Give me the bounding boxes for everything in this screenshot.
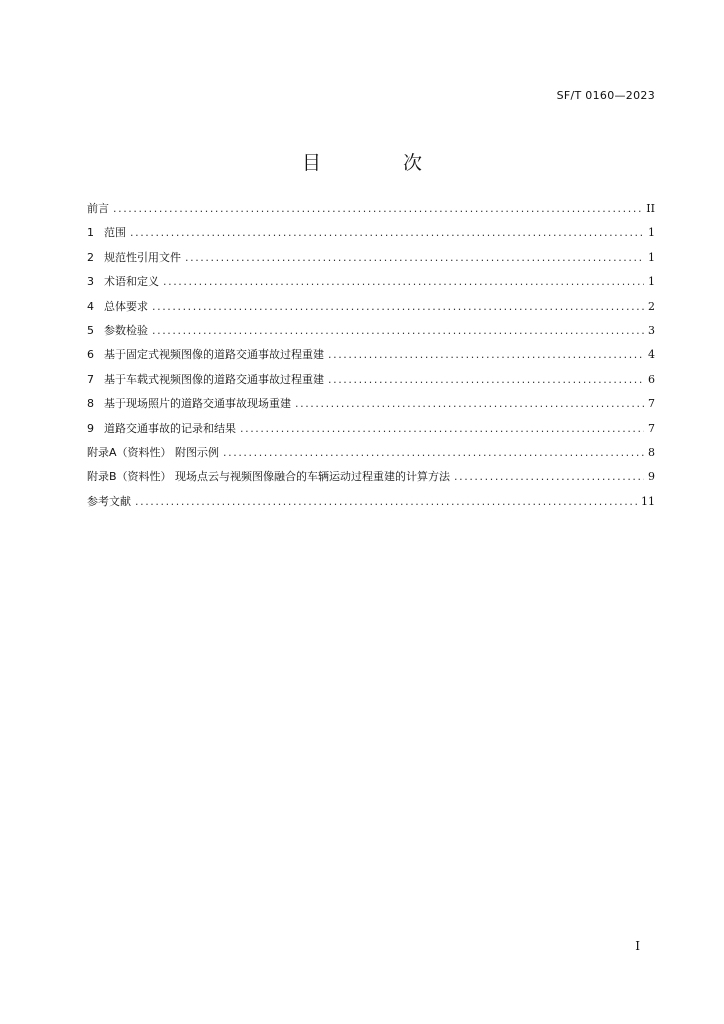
toc-entry-9[interactable] [87,420,655,444]
table-of-contents [87,200,655,517]
toc-entry-text: 参数检验 [104,323,148,337]
toc-entry-number: 7 [87,372,94,386]
document-code: SF/T 0160—2023 [556,89,655,102]
toc-dot-leader [152,324,644,337]
toc-entry-text: 基于车载式视频图像的道路交通事故过程重建 [104,372,324,386]
toc-entry-label [87,322,148,338]
toc-entry-text: 术语和定义 [104,275,159,289]
toc-entry-label [87,249,181,265]
toc-entry-number: 2 [87,250,94,264]
toc-page-number: 1 [648,275,655,289]
toc-entry-text: 基于固定式视频图像的道路交通事故过程重建 [104,348,324,362]
toc-dot-leader [152,300,644,313]
toc-dot-leader [163,275,644,288]
toc-page-number: 9 [648,470,655,484]
toc-entry-appendix-b[interactable] [87,468,655,492]
toc-entry-4[interactable] [87,298,655,322]
toc-entry-number: 1 [87,226,94,240]
toc-entry-number: 4 [87,299,94,313]
toc-entry-label: 前言 [87,202,109,215]
toc-entry-label: 附录A（资料性） 附图示例 [87,445,220,459]
toc-entry-label [87,420,236,436]
toc-dot-leader [135,495,637,508]
toc-entry-text: 道路交通事故的记录和结果 [104,421,236,435]
toc-page-number: 1 [648,226,655,240]
toc-entry-label [87,371,324,387]
toc-entry-label [87,346,324,362]
toc-entry-text: 范围 [104,226,126,240]
toc-page-number: 11 [641,494,655,508]
toc-entry-7[interactable] [87,371,655,395]
toc-entry-label: 参考文献 [87,494,131,508]
toc-entry-references[interactable] [87,493,655,517]
toc-dot-leader [130,226,644,239]
toc-entry-2[interactable] [87,249,655,273]
toc-entry-text: 规范性引用文件 [104,250,181,264]
toc-entry-label [87,224,126,240]
toc-dot-leader [240,422,644,435]
toc-entry-8[interactable] [87,395,655,419]
toc-entry-appendix-a[interactable] [87,444,655,468]
toc-entry-1[interactable] [87,224,655,248]
toc-dot-leader [328,373,644,386]
toc-dot-leader [185,251,644,264]
toc-entry-6[interactable] [87,346,655,370]
toc-dot-leader [223,446,644,459]
page-number: I [635,939,640,953]
page-title: 目 次 [301,152,461,174]
toc-page-number: 1 [648,250,655,264]
toc-dot-leader [454,470,644,483]
toc-dot-leader [295,397,644,410]
toc-page-number: 4 [648,348,655,362]
toc-dot-leader [328,348,644,361]
toc-entry-preface[interactable] [87,200,655,224]
toc-page-number: 7 [648,421,655,435]
toc-page-number: 7 [648,397,655,411]
toc-entry-text: 总体要求 [104,299,148,313]
toc-entry-number: 9 [87,421,94,435]
toc-entry-text: 基于现场照片的道路交通事故现场重建 [104,397,291,411]
toc-entry-label: 附录B（资料性） 现场点云与视频图像融合的车辆运动过程重建的计算方法 [87,470,451,484]
toc-entry-number: 5 [87,323,94,337]
toc-page-number: 8 [648,445,655,459]
toc-entry-number: 6 [87,348,94,362]
toc-entry-number: 3 [87,275,94,289]
toc-entry-label [87,273,159,289]
toc-entry-label [87,298,148,314]
toc-entry-3[interactable] [87,273,655,297]
toc-page-number: II [646,202,655,215]
toc-page-number: 2 [648,299,655,313]
toc-page-number: 6 [648,372,655,386]
toc-dot-leader [113,202,642,215]
toc-entry-label [87,395,291,411]
toc-page-number: 3 [648,323,655,337]
toc-entry-number: 8 [87,397,94,411]
toc-entry-5[interactable] [87,322,655,346]
